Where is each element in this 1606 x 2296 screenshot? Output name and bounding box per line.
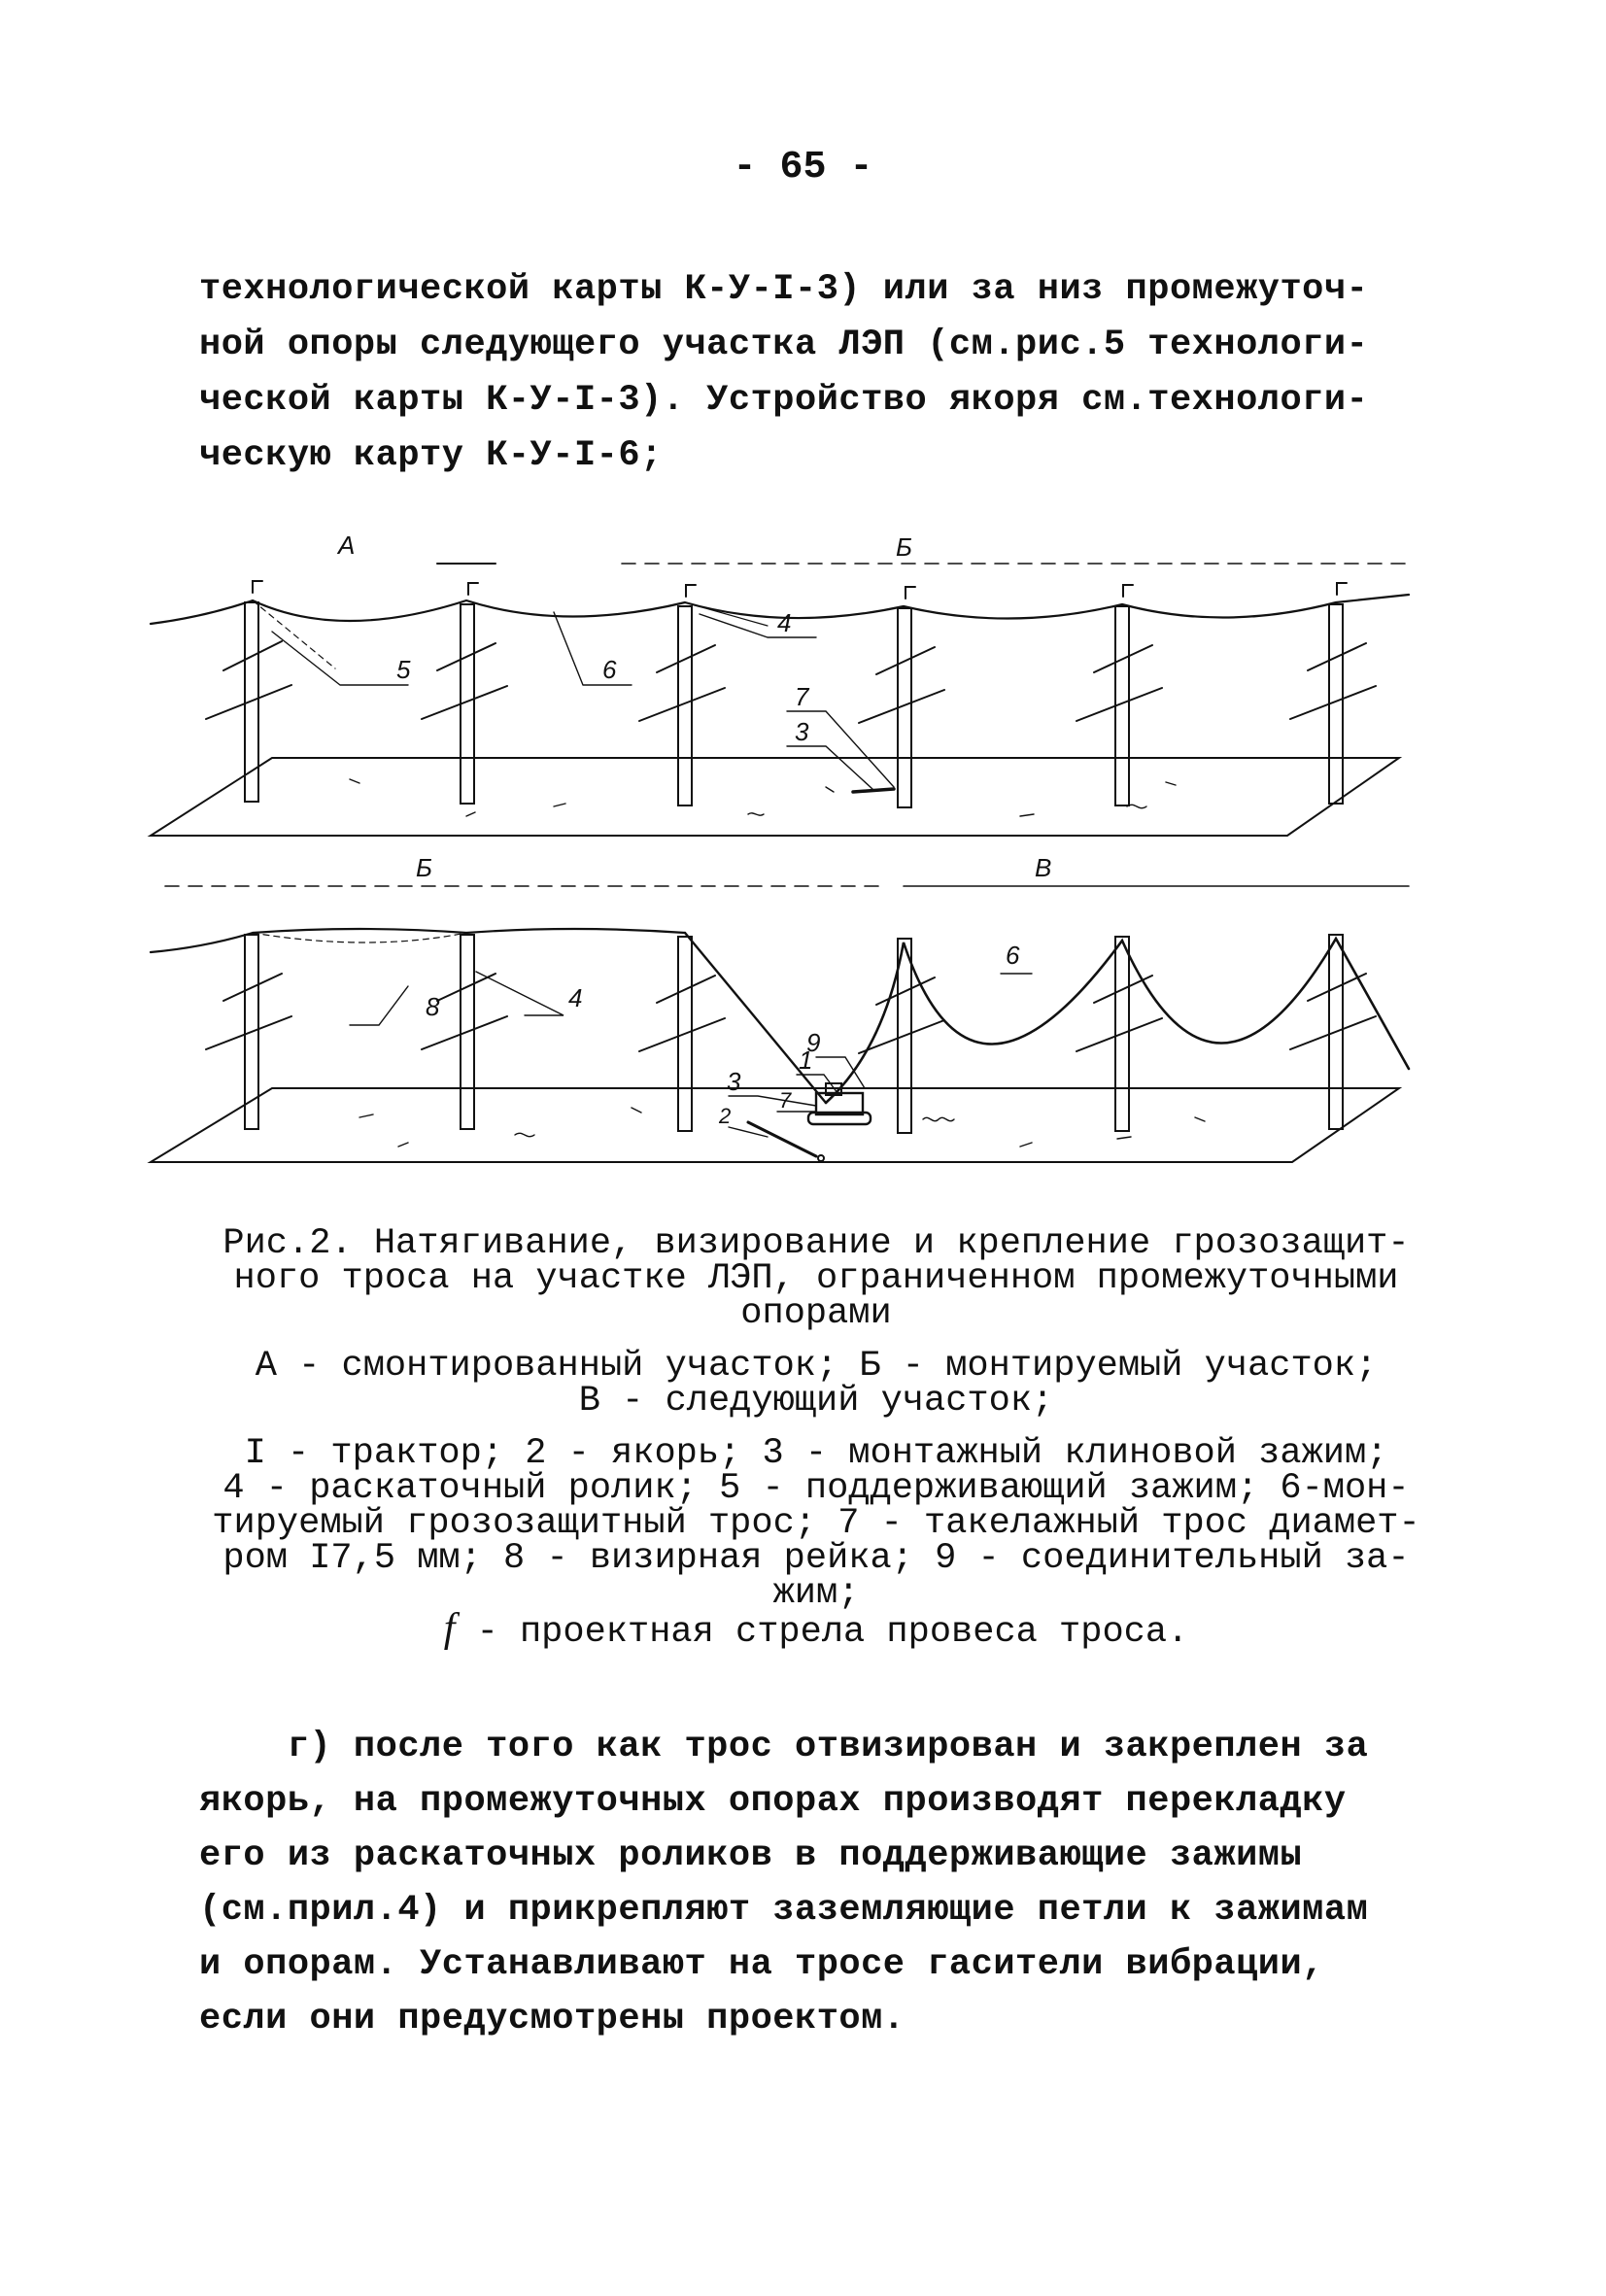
caption-title-line: ного троса на участке ЛЭП, ограниченном промежуточными — [233, 1258, 1399, 1299]
intro-paragraph — [199, 262, 1423, 484]
closing-line: г) после того как трос отвизирован и закреплен за — [199, 1727, 1369, 1767]
caption-legend-line: тируемый грозозащитный трос; 7 - такелажный трос диамет- — [212, 1503, 1420, 1544]
sag-symbol: f — [443, 1606, 456, 1651]
caption-legend-line: 4 - раскаточный ролик; 5 - поддерживающий зажим; 6-мон- — [222, 1468, 1410, 1509]
callout-label: 8 — [426, 992, 440, 1021]
callout-label: 4 — [568, 983, 583, 1012]
pole — [1290, 935, 1376, 1129]
closing-paragraph — [199, 1720, 1423, 2046]
ground-plane — [151, 758, 1399, 836]
caption-legend-line: А - смонтированный участок; Б - монтируемый участок; — [255, 1346, 1378, 1387]
sag-text: - проектная стрела провеса троса. — [455, 1612, 1189, 1653]
caption-legend-line: I - трактор; 2 - якорь; 3 - монтажный клиновой зажим; — [244, 1433, 1388, 1474]
callout-label: 4 — [777, 608, 792, 637]
pole — [422, 935, 507, 1129]
caption-sections-legend — [199, 1346, 1433, 1422]
caption-legend-line: В - следующий участок; — [578, 1381, 1054, 1422]
pole — [206, 581, 291, 802]
pole — [206, 935, 291, 1129]
top-panel — [151, 531, 1409, 836]
caption-title-line: Рис.2. Натягивание, визирование и крепление грозозащит- — [222, 1223, 1410, 1264]
callout-label: 7 — [795, 682, 809, 711]
closing-line: если они предусмотрены проектом. — [199, 1999, 906, 2039]
callout-label: 6 — [1006, 941, 1020, 970]
caption-legend-line: жим; — [772, 1573, 860, 1614]
pole — [1290, 583, 1376, 804]
callout-label: 7 — [779, 1088, 792, 1113]
pole — [1076, 585, 1162, 805]
callout-label: 3 — [727, 1067, 741, 1096]
bottom-panel — [151, 853, 1409, 1162]
caption-items-legend — [199, 1433, 1433, 1653]
pole — [859, 939, 944, 1133]
pole — [1076, 937, 1162, 1131]
closing-line: его из раскаточных роликов в поддерживающие зажимы — [199, 1835, 1303, 1876]
pole — [422, 583, 507, 804]
closing-line: и опорам. Устанавливают на тросе гасители вибрации, — [199, 1944, 1324, 1985]
caption-legend-line: ром I7,5 мм; 8 - визирная рейка; 9 - соединительный за- — [222, 1538, 1410, 1579]
closing-line: (см.прил.4) и прикрепляют заземляющие петли к зажимам — [199, 1890, 1369, 1931]
pole — [859, 587, 944, 807]
figure-caption — [199, 1223, 1433, 1653]
anchor — [748, 1122, 816, 1156]
closing-line: якорь, на промежуточных опорах производят перекладку — [199, 1781, 1347, 1822]
caption-title-line: опорами — [740, 1293, 892, 1334]
callout-label: 1 — [799, 1045, 813, 1075]
intro-line: ной опоры следующего участка ЛЭП (см.рис.5 технологи- — [199, 325, 1369, 365]
callout-label: 3 — [795, 717, 809, 746]
caption-sag-line — [199, 1606, 1433, 1653]
section-b-label: Б — [896, 532, 912, 562]
callout-label: 9 — [806, 1028, 821, 1057]
page-number: - 65 - — [733, 146, 873, 189]
power-line-diagram — [146, 525, 1438, 1176]
section-v-label: В — [1035, 853, 1052, 882]
intro-line: ческой карты К-У-I-3). Устройство якоря см.технологи- — [199, 380, 1369, 421]
intro-line: технологической карты К-У-I-3) или за низ промежуточ- — [199, 269, 1369, 310]
section-a-label: А — [338, 531, 356, 560]
ground-wire — [151, 929, 685, 952]
section-b-label: Б — [416, 853, 432, 882]
intro-line: ческую карту К-У-I-6; — [199, 435, 663, 476]
callout-label: 5 — [396, 655, 411, 684]
callout-label: 2 — [719, 1104, 732, 1128]
callout-label: 6 — [602, 655, 617, 684]
